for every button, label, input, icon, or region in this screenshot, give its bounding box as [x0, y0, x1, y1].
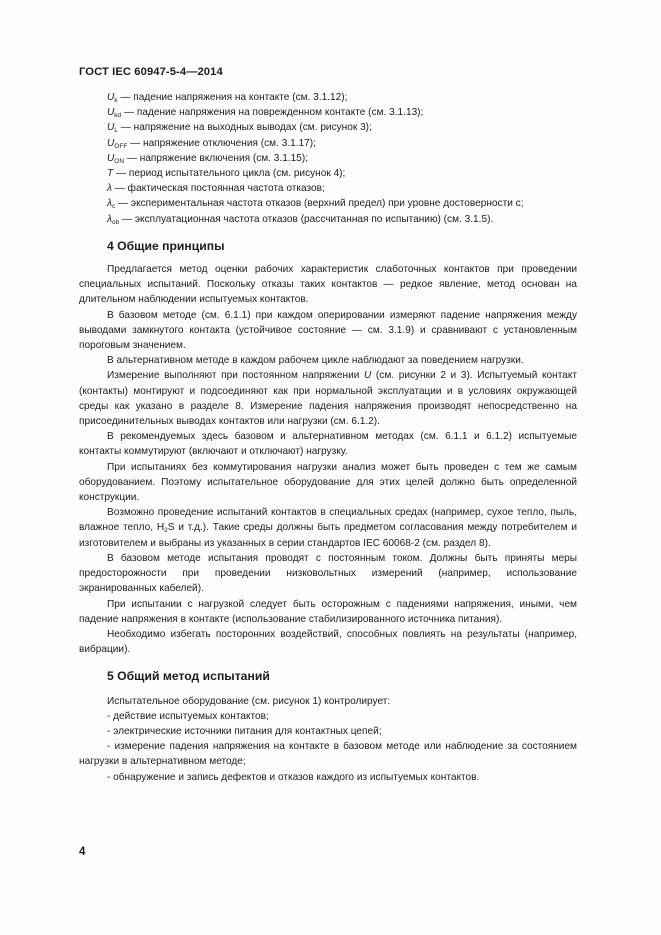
- voltage-symbol: U: [364, 370, 372, 382]
- equipment-functions-list: [79, 709, 577, 785]
- paragraph: Необходимо избегать посторонних воздействий, способных повлиять на результаты (например, вибрации).: [79, 628, 577, 656]
- definition-text: — напряжение отключения (см. 3.1.17);: [127, 137, 316, 149]
- document-header: ГОСТ IEC 60947-5-4—2014: [79, 66, 223, 78]
- symbol-definitions: [79, 90, 577, 227]
- chemical-subscript: 2: [164, 527, 168, 535]
- definition-item: [79, 166, 577, 181]
- symbol-subscript: kd: [114, 112, 122, 120]
- definition-item: [79, 105, 577, 120]
- paragraph: При испытании с нагрузкой следует быть осторожным с падениями напряжения, иными, чем падение напряжения в контакте (использование стабилизированного источника питания).: [79, 598, 577, 625]
- list-item: - действие испытуемых контактов;: [107, 710, 269, 722]
- page-content: [79, 90, 577, 785]
- list-intro: Испытательное оборудование (см. рисунок 1) контролирует:: [107, 695, 391, 707]
- definition-item: [79, 90, 577, 105]
- definition-text: — фактическая постоянная частота отказов;: [111, 183, 325, 195]
- symbol-subscript: k: [114, 97, 118, 104]
- symbol: U: [107, 92, 115, 103]
- definition-item: [79, 196, 577, 211]
- symbol: U: [107, 137, 115, 149]
- list-item: - измерение падения напряжения на контакте в базовом методе или наблюдение за состоянием нагрузки в альтернативном методе;: [79, 741, 577, 768]
- paragraph: В базовом методе испытания проводят с постоянным током. Должны быть приняты меры предосторожности при проведении низковольтных измерений (например, использование экранированных кабелей).: [79, 552, 577, 595]
- symbol: λ: [107, 183, 112, 195]
- symbol-subscript: c: [111, 203, 116, 211]
- symbol: T: [107, 168, 114, 180]
- definition-text: — экспериментальная частота отказов (верхний предел) при уровне достоверности c;: [115, 198, 524, 210]
- paragraph: [79, 505, 577, 551]
- symbol: U: [107, 107, 115, 119]
- page-number: 4: [79, 846, 86, 858]
- section-4-title: 4 Общие принципы: [107, 238, 225, 253]
- paragraph: В базовом методе (см. 6.1.1) при каждом оперировании измеряют падение напряжения между выводами замкнутого контакта (устойчивое состояние — см. 3.1.9) и сравнивают с установленным пороговым значением.: [79, 309, 577, 352]
- definition-item: [79, 120, 577, 135]
- symbol-subscript: OFF: [114, 142, 128, 150]
- paragraph: В рекомендуемых здесь базовом и альтернативном методах (см. 6.1.1 и 6.1.2) испытуемые контакты коммутируют (включают и отключают) нагрузку.: [79, 431, 577, 458]
- definition-item: [79, 181, 577, 196]
- symbol-subscript: ON: [114, 157, 125, 165]
- definition-text: — напряжение включения (см. 3.1.15);: [124, 152, 309, 164]
- list-item: - электрические источники питания для контактных цепей;: [107, 725, 382, 737]
- text-run: S и т.д.). Такие среды должны быть предметом согласования между потребителем и изготовителем и выбраны из указанных в серии стандартов IEC 60068-2 (см. раздел 8).: [79, 522, 577, 549]
- definition-item: [79, 151, 577, 166]
- symbol-subscript: ob: [111, 218, 120, 226]
- definition-text: — падение напряжения на поврежденном контакте (см. 3.1.13);: [121, 107, 424, 119]
- list-item: - обнаружение и запись дефектов и отказов каждого из испытуемых контактов.: [107, 771, 480, 783]
- symbol: λ: [107, 198, 112, 210]
- definition-text: — напряжение на выходных выводах (см. рисунок 3);: [117, 122, 372, 134]
- definition-item: [79, 212, 577, 227]
- paragraph: [79, 368, 577, 429]
- section-5-title: 5 Общий метод испытаний: [107, 669, 270, 684]
- symbol: U: [107, 152, 115, 164]
- definition-text: — эксплуатационная частота отказов (рассчитанная по испытанию) (см. 3.1.5).: [119, 213, 494, 225]
- symbol: U: [107, 122, 115, 134]
- paragraph: При испытаниях без коммутирования нагрузки анализ может быть проведен с тем же самым оборудованием. Поэтому испытательное оборудование для этих целей должно быть определенной конструкции.: [79, 461, 577, 504]
- definition-text: — падение напряжения на контакте (см. 3.1.12);: [117, 92, 348, 103]
- paragraph: Предлагается метод оценки рабочих характеристик слаботочных контактов при проведении специальных испытаний. Поскольку отказы таких контактов — редкое явление, метод основан на длительном наблюдении испытуемых контактов.: [79, 264, 577, 306]
- text-run: Возможно проведение испытаний контактов в специальных средах (например, сухое тепло, пыль, влажное тепло, H: [79, 507, 577, 534]
- symbol: λ: [107, 213, 112, 225]
- paragraph: В альтернативном методе в каждом рабочем цикле наблюдают за поведением нагрузки.: [107, 355, 524, 367]
- definition-item: [79, 136, 577, 151]
- symbol-subscript: L: [114, 127, 118, 135]
- text-run: Измерение выполняют при постоянном напряжении: [107, 370, 364, 382]
- text-run: (см. рисунки 2 и 3). Испытуемый контакт (контакты) монтируют и подсоединяют как при нормальной эксплуатации и в условиях окружающей среды как указано в разделе 8. Измерение падения напряжения производят непосредственно на присоединительных выводах контактов или нагрузки (см. 6.1.2).: [79, 370, 578, 428]
- definition-text: — период испытательного цикла (см. рисунок 4);: [113, 168, 346, 180]
